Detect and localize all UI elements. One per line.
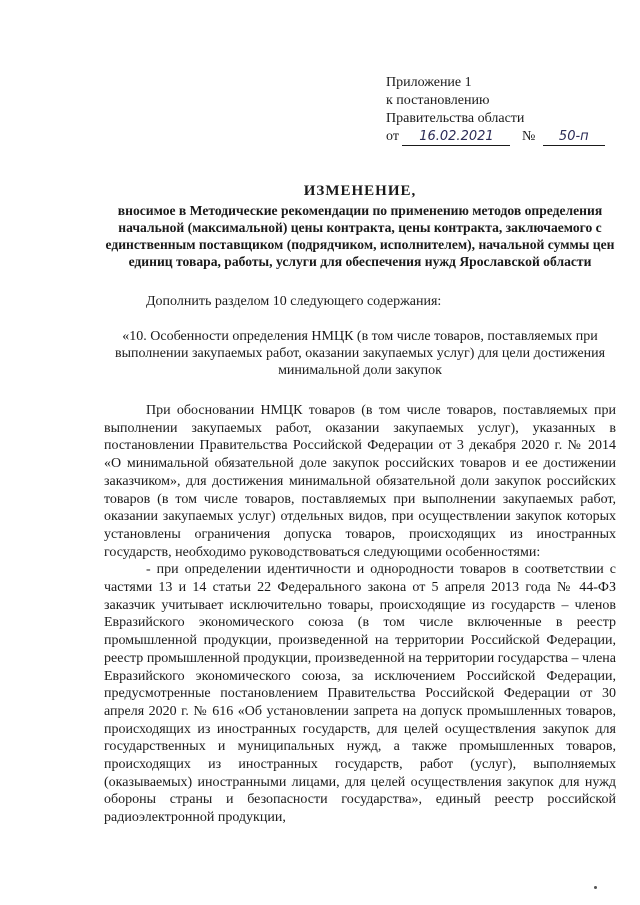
appendix-line-3: Правительства области [386, 111, 525, 126]
handwritten-number: 50-п [543, 129, 605, 146]
handwritten-date: 16.02.2021 [402, 129, 510, 146]
appendix-line-1: Приложение 1 [386, 75, 472, 90]
document-subtitle: вносимое в Методические рекомендации по применению методов определения начальной (максимальной) цены контракта, цены контракта, заключаемого с единственным поставщиком (подрядчиком, исполнителем), начальной суммы цен единиц товара, работы, услуги для обеспечения нужд Ярославской области [105, 203, 615, 269]
scan-dot [594, 886, 597, 889]
intro-line: Дополнить разделом 10 следующего содержания: [146, 294, 442, 309]
date-prefix: от [386, 129, 399, 144]
body-text [104, 402, 616, 827]
paragraph-2: - при определении идентичности и однородности товаров в соответствии с частями 13 и 14 статьи 22 Федерального закона от 5 апреля 2013 года № 44-ФЗ заказчик учитывает исключительно товары, происходящие из государств – членов Евразийского экономического союза (в том числе включенные в реестр промышленной продукции, произведенной на территории Российской Федерации, реестр промышленной продукции, произведенной на территории государства – члена Евразийского экономического союза, за исключением Российской Федерации, предусмотренные постановлением Правительства Российской Федерации от 30 апреля 2020 г. № 616 «Об установлении запрета на допуск промышленных товаров, происходящих из иностранных государств, для целей осуществления закупок для государственных и муниципальных нужд, а также промышленных товаров, происходящих из иностранных государств, работ (услуг), выполняемых (оказываемых) иностранными лицами, для целей осуществления закупок для нужд обороны страны и безопасности государства», единый реестр российской радиоэлектронной продукции, [104, 562, 616, 826]
appendix-date-line [386, 128, 606, 146]
paragraph-1: При обосновании НМЦК товаров (в том числе товаров, поставляемых при выполнении закупаемых работ, оказании закупаемых услуг), указанных в постановлении Правительства Российской Федерации от 3 декабря 2020 г. № 2014 «О минимальной обязательной доле закупок российских товаров и ее достижении заказчиком», для достижения минимальной обязательной доли закупок российских товаров (в том числе товаров, поставляемых при выполнении закупаемых работ, оказании закупаемых услуг) отдельных видов, при осуществлении закупок которых установлены ограничения допуска товаров, происходящих из иностранных государств, необходимо руководствоваться следующими особенностями: [104, 403, 616, 560]
number-sign: № [521, 129, 536, 144]
document-title: ИЗМЕНЕНИЕ, [303, 183, 417, 199]
appendix-block [386, 74, 606, 146]
section-heading: «10. Особенности определения НМЦК (в том числе товаров, поставляемых при выполнении закупаемых работ, оказании закупаемых услуг) для цели достижения минимальной доли закупок [114, 329, 606, 378]
appendix-line-2: к постановлению [386, 93, 490, 108]
document-title-block [104, 182, 616, 270]
